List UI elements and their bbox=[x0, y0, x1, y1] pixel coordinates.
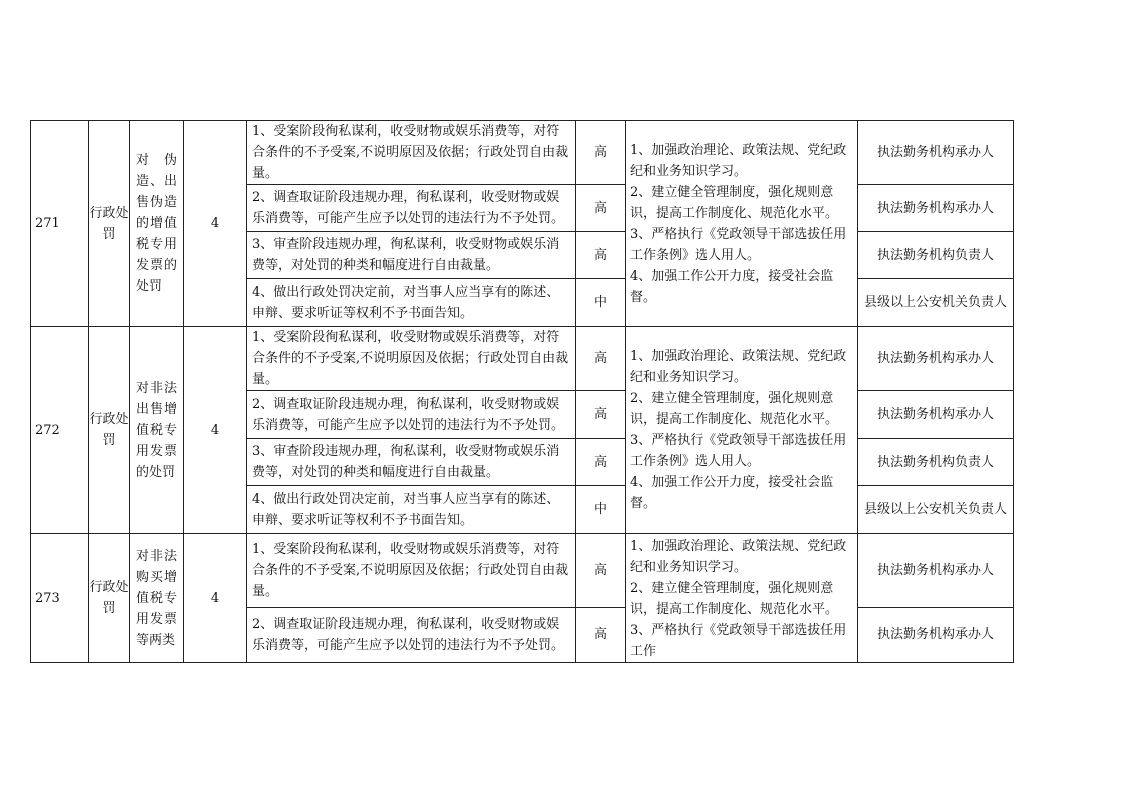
item-type: 行政处罚 bbox=[89, 121, 130, 327]
risk-level: 高 bbox=[576, 439, 626, 486]
prevention-measures bbox=[626, 121, 858, 327]
responsible-person: 执法勤务机构承办人 bbox=[858, 185, 1014, 232]
risk-point: 4、做出行政处罚决定前，对当事人应当享有的陈述、申辩、要求听证等权利不予书面告知。 bbox=[247, 486, 576, 534]
table-row bbox=[31, 327, 1014, 391]
risk-level: 高 bbox=[576, 534, 626, 608]
risk-level: 高 bbox=[576, 391, 626, 439]
risk-level: 高 bbox=[576, 232, 626, 279]
responsible-person: 执法勤务机构负责人 bbox=[858, 232, 1014, 279]
measure-line: 3、严格执行《党政领导干部选拔任用工作条例》选人用人。 bbox=[630, 433, 847, 469]
risk-level: 中 bbox=[576, 486, 626, 534]
item-name: 对伪造、出售伪造的增值税专用发票的处罚 bbox=[130, 121, 184, 327]
responsible-person: 县级以上公安机关负责人 bbox=[858, 279, 1014, 327]
responsible-person: 县级以上公安机关负责人 bbox=[858, 486, 1014, 534]
measure-line: 1、加强政治理论、政策法规、党纪政纪和业务知识学习。 bbox=[630, 349, 847, 385]
risk-point: 3、审查阶段违规办理，徇私谋利，收受财物或娱乐消费等，对处罚的种类和幅度进行自由裁量。 bbox=[247, 439, 576, 486]
risk-point: 2、调查取证阶段违规办理，徇私谋利，收受财物或娱乐消费等，可能产生应予以处罚的违法行为不予处罚。 bbox=[247, 185, 576, 232]
risk-table bbox=[30, 120, 1014, 663]
table-row bbox=[31, 121, 1014, 185]
risk-point: 1、受案阶段徇私谋利，收受财物或娱乐消费等，对符合条件的不予受案,不说明原因及依据；行政处罚自由裁量。 bbox=[247, 121, 576, 185]
measure-line: 3、严格执行《党政领导干部选拔任用工作条例》选人用人。 bbox=[630, 226, 847, 263]
responsible-person: 执法勤务机构承办人 bbox=[858, 391, 1014, 439]
prevention-measures bbox=[626, 534, 858, 663]
measure-line: 4、加强工作公开力度，接受社会监督。 bbox=[630, 475, 834, 511]
measure-line: 1、加强政治理论、政策法规、党纪政纪和业务知识学习。 bbox=[630, 539, 847, 575]
table-row bbox=[31, 534, 1014, 608]
responsible-person: 执法勤务机构承办人 bbox=[858, 121, 1014, 185]
risk-point: 1、受案阶段徇私谋利，收受财物或娱乐消费等，对符合条件的不予受案,不说明原因及依据；行政处罚自由裁量。 bbox=[247, 534, 576, 608]
risk-point: 2、调查取证阶段违规办理，徇私谋利，收受财物或娱乐消费等，可能产生应予以处罚的违法行为不予处罚。 bbox=[247, 391, 576, 439]
item-number: 272 bbox=[31, 327, 89, 534]
item-name: 对非法购买增值税专用发票等两类 bbox=[130, 534, 184, 663]
risk-count: 4 bbox=[184, 327, 247, 534]
measure-line: 2、建立健全管理制度，强化规则意识，提高工作制度化、规范化水平。 bbox=[630, 581, 839, 617]
risk-point: 4、做出行政处罚决定前，对当事人应当享有的陈述、申辩、要求听证等权利不予书面告知。 bbox=[247, 279, 576, 327]
responsible-person: 执法勤务机构负责人 bbox=[858, 439, 1014, 486]
measure-line: 4、加强工作公开力度，接受社会监督。 bbox=[630, 268, 834, 305]
item-name: 对非法出售增值税专用发票的处罚 bbox=[130, 327, 184, 534]
risk-count: 4 bbox=[184, 121, 247, 327]
responsible-person: 执法勤务机构承办人 bbox=[858, 327, 1014, 391]
measure-line: 2、建立健全管理制度，强化规则意识，提高工作制度化、规范化水平。 bbox=[630, 391, 839, 427]
risk-count: 4 bbox=[184, 534, 247, 663]
risk-point: 3、审查阶段违规办理，徇私谋利，收受财物或娱乐消费等，对处罚的种类和幅度进行自由裁量。 bbox=[247, 232, 576, 279]
responsible-person: 执法勤务机构承办人 bbox=[858, 607, 1014, 662]
risk-level: 高 bbox=[576, 327, 626, 391]
measure-line: 3、严格执行《党政领导干部选拔任用工作 bbox=[630, 623, 847, 659]
prevention-measures bbox=[626, 327, 858, 534]
risk-level: 中 bbox=[576, 279, 626, 327]
item-type: 行政处罚 bbox=[89, 327, 130, 534]
responsible-person: 执法勤务机构承办人 bbox=[858, 534, 1014, 608]
measure-line: 1、加强政治理论、政策法规、党纪政纪和业务知识学习。 bbox=[630, 142, 847, 179]
risk-point: 2、调查取证阶段违规办理，徇私谋利，收受财物或娱乐消费等，可能产生应予以处罚的违法行为不予处罚。 bbox=[247, 607, 576, 662]
risk-point: 1、受案阶段徇私谋利，收受财物或娱乐消费等，对符合条件的不予受案,不说明原因及依据；行政处罚自由裁量。 bbox=[247, 327, 576, 391]
item-number: 273 bbox=[31, 534, 89, 663]
item-number: 271 bbox=[31, 121, 89, 327]
item-type: 行政处罚 bbox=[89, 534, 130, 663]
risk-level: 高 bbox=[576, 121, 626, 185]
measure-line: 2、建立健全管理制度，强化规则意识，提高工作制度化、规范化水平。 bbox=[630, 184, 839, 221]
risk-level: 高 bbox=[576, 607, 626, 662]
risk-level: 高 bbox=[576, 185, 626, 232]
